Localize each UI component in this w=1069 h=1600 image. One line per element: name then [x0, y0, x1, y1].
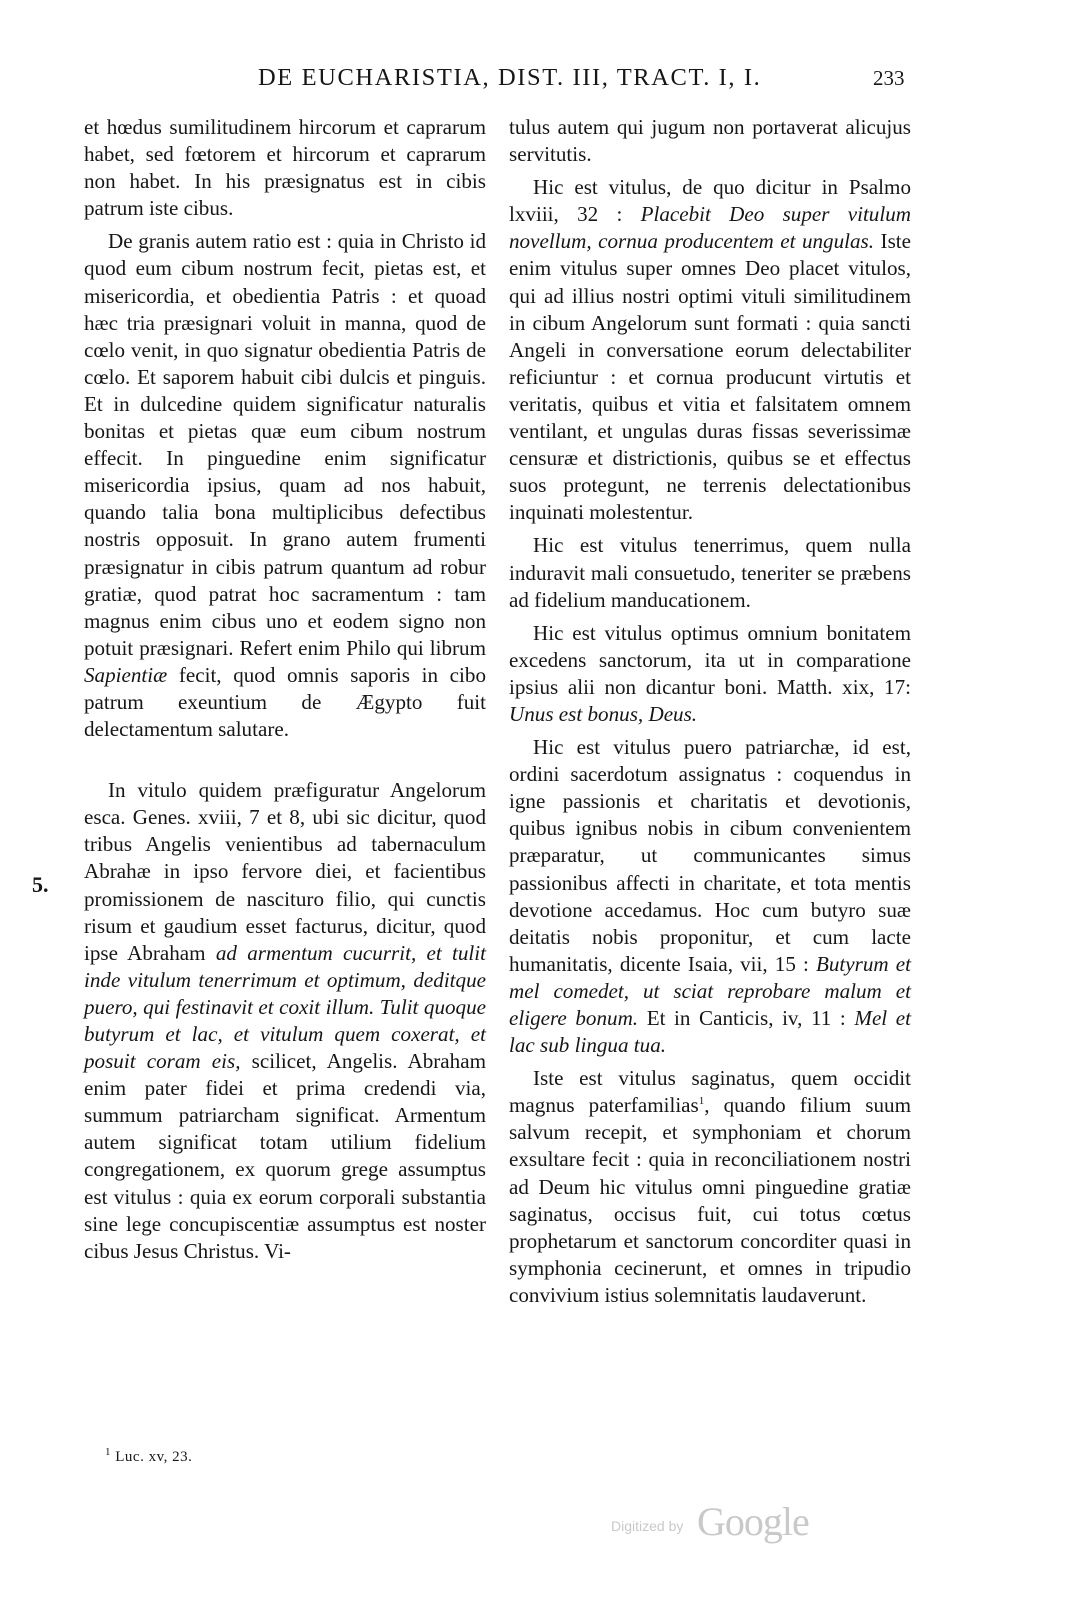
footnote-reference: 1 — [698, 1095, 705, 1108]
left-column — [84, 114, 486, 1265]
paragraph — [509, 174, 911, 526]
italic-text: Butyrum et mel comedet, ut sciat reprobare malum et eligere bonum. — [509, 951, 912, 1030]
text-run: tulus autem qui jugum non portaverat alicujus servitutis. — [509, 115, 911, 167]
text-run: Hic est vitulus, de quo dicitur in Psalmo lxviii, 32 : — [509, 175, 911, 227]
italic-text: Mel et lac sub lingua tua. — [509, 1006, 911, 1058]
text-run: Hic est vitulus tenerrimus, quem nulla induravit mali consuetudo, teneriter se præbens ad fidelium manducationem. — [509, 533, 911, 612]
footnote — [105, 1446, 193, 1466]
paragraph — [509, 532, 911, 613]
italic-text: Sapientiæ — [84, 662, 168, 687]
text-run: Hic est vitulus puero patriarchæ, id est, ordini sacerdotum assignatus : coquendus in igne passionis et charitatis et devotionis, quibus ignibus nobis in cibum convenientem præparatur, ut communicantes simus passionibus affecti in charitate, et tota mentis devotione accedamus. Hoc cum butyro suæ deitatis nobis proponitur, et cum lacte humanitatis, dicente Isaia, vii, 15 : — [509, 735, 911, 976]
text-run: fecit, quod omnis saporis in cibo patrum exeuntium de Ægypto fuit delectamentum salutare. — [84, 662, 486, 742]
paragraph — [509, 114, 911, 168]
italic-text: Placebit Deo super vitulum novellum, cornua producentem et ungulas. — [509, 202, 911, 254]
paragraph — [509, 620, 911, 728]
text-run: Iste est vitulus saginatus, quem occidit magnus paterfamilias — [509, 1066, 911, 1118]
text-run: et hœdus sumilitudinem hircorum et caprarum habet, sed fœtorem et hircorum et caprarum non habet. In his præsignatus est in cibis patrum iste cibus. — [84, 115, 486, 221]
paragraph — [84, 777, 486, 1265]
text-run: Iste enim vitulus super omnes Deo placet vitulos, qui ad illius nostri optimi vituli similitudinem in cibum Angelorum sunt formati : quia sancti Angeli in conversatione eorum delectabiliter reficiuntur : et cornua producunt virtutis et veritatis, quibus et vitia et falsitatem omnem ventilant, et ungulas duras fissas severissimæ censuræ et districtionis, quibus se et effectus suos protegunt, ne terrenis delectationibus inquinati molestentur. — [509, 229, 911, 525]
footnote-mark: 1 — [105, 1446, 111, 1458]
digitized-watermark — [611, 1500, 831, 1548]
italic-text: Unus est bonus, Deus. — [509, 701, 698, 726]
paragraph — [509, 734, 911, 1059]
text-run: In vitulo quidem præfiguratur Angelorum esca. Genes. xviii, 7 et 8, ubi sic dicitur, quod tribus Angelis venientibus ad tabernaculum Abrahæ in ipso fervore diei, et facientibus promissionem de nascituro filio, qui cunctis risum et gaudium esset facturus, dicitur, quod ipse Abraham — [84, 778, 486, 965]
google-logo: Google — [697, 1499, 809, 1544]
running-head-title: DE EUCHARISTIA, DIST. III, TRACT. I, I. — [258, 64, 762, 91]
paragraph — [84, 228, 486, 743]
footnote-text: Luc. xv, 23. — [115, 1449, 193, 1465]
section-number: 5. — [32, 872, 49, 897]
text-run: scilicet, Angelis. Abraham enim pater fidei et prima credendi via, summum patriarcham significat. Armentum autem significat totam utilium fidelium congregationem, ex quorum grege assumptus est vitulus : quia ex eorum corporali substantia sine lege concupiscentiæ assumptus est noster cibus Jesus Christus. Vi- — [84, 1049, 486, 1263]
paragraph — [84, 114, 486, 222]
paragraph — [509, 1065, 911, 1309]
page-number: 233 — [873, 66, 905, 90]
text-run: , quando filium suum salvum recepit, et symphoniam et chorum exsultare fecit : quia in reconciliationem nostri ad Deum hic vitulus omni pinguedine gratiæ saginatus, occisus fuit, cui totus cœtus prophetarum et sanctorum concorditer quasi in symphonia cecinerunt, et omnes in tripudio convivium istius solemnitatis laudaverunt. — [509, 1093, 911, 1307]
text-run: Et in Canticis, iv, 11 : — [638, 1006, 855, 1030]
text-run: De granis autem ratio est : quia in Christo id quod eum cibum nostrum fecit, pietas est, et misericordia, et obedientia Patris : et quoad hæc tria præsignari voluit in manna, quod de cœlo venit, in quo signatur obedientia Patris de cœlo. Et saporem habuit cibi dulcis et pinguis. Et in dulcedine quidem significatur naturalis bonitas et pietas quæ eum cibum nostrum effecit. In pinguedine enim significatur misericordia ipsius, quam ad nos habuit, quando talia bona multiplicibus defectibus nostris opposuit. In grano autem frumenti præsignatur in cibis patrum quantum ad robur gratiæ, quod patrat hoc sacramentum : tam magnus enim cibus uno et eodem signo non potuit præsignari. Refert enim Philo qui librum — [84, 229, 486, 660]
text-run: Hic est vitulus optimus omnium bonitatem excedens sanctorum, ita ut in comparatione ipsius alii non dicantur boni. Matth. xix, 17: — [509, 620, 911, 699]
running-header — [0, 64, 1069, 98]
italic-text: ad armentum cucurrit, et tulit inde vitulum tenerrimum et optimum, deditque puero, qui festinavit et coxit illum. Tulit quoque butyrum et lac, et vitulum quem coxerat, et posuit coram eis, — [84, 940, 486, 1074]
digitized-label: Digitized by — [611, 1518, 684, 1534]
right-column — [509, 114, 911, 1309]
